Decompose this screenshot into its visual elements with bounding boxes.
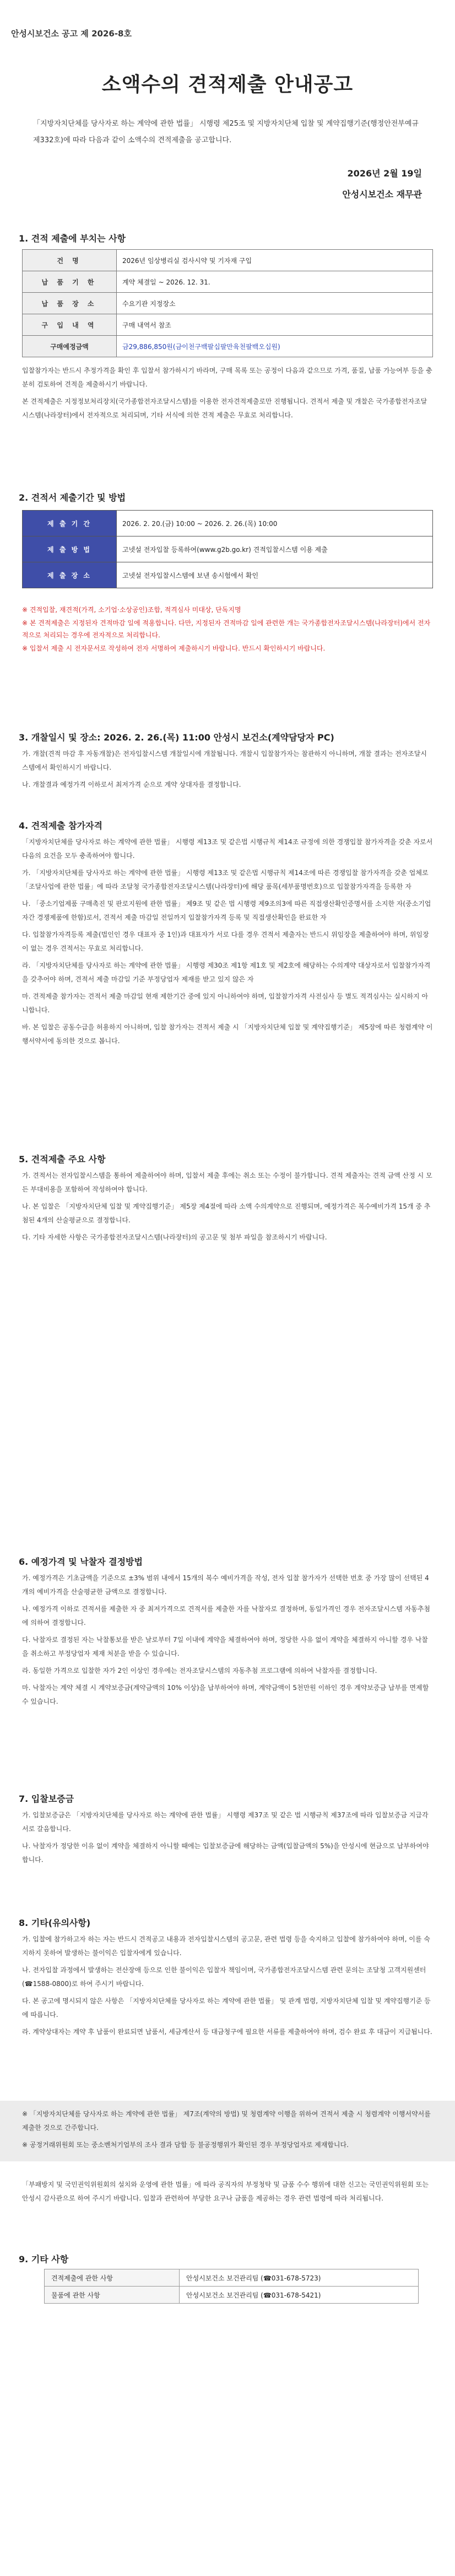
row-value: 고넷설 전자입찰시스템에 보낸 송시험에서 확인 bbox=[117, 562, 433, 588]
body-paragraph: 라. 「지방자치단체를 당사자로 하는 계약에 관한 법률」 시행령 제30조 제1항 제1호 및 제2호에 해당하는 수의계약 대상자로서 입찰참가자격을 갖추어야 하며, 견적서 제출 마감일 기준 부정당업자 제재를 받고 있지 않은 자 bbox=[22, 962, 431, 983]
table-row bbox=[45, 2269, 419, 2287]
section3-body bbox=[22, 747, 433, 795]
row-label: 건 명 bbox=[23, 250, 117, 271]
section6-body bbox=[22, 1571, 433, 1712]
row-label: 납 품 기 한 bbox=[23, 271, 117, 293]
body-paragraph: 나. 예정가격 이하로 견적서를 제출한 자 중 최저가격으로 견적서를 제출한 자를 낙찰자로 결정하며, 동일가격인 경우 전자조달시스템 자동추첨에 의하여 결정합니다. bbox=[22, 1605, 431, 1627]
section9-title: 9. 기타 사항 bbox=[19, 2254, 69, 2264]
section6-title: 6. 예정가격 및 낙찰자 결정방법 bbox=[19, 1557, 143, 1567]
box-line: ※ 「지방자치단체를 당사자로 하는 계약에 관한 법률」 제7조(계약의 방법) 및 청렴계약 이행을 위하여 견적서 제출 시 청렴계약 이행서약서를 제출한 것으로 간주합니다. bbox=[22, 2110, 431, 2132]
section4-body bbox=[22, 835, 433, 1051]
table-row bbox=[23, 336, 433, 357]
section3-title: 3. 개찰일시 및 장소: 2026. 2. 26.(목) 11:00 안성시 보건소(계약담당자 PC) bbox=[19, 732, 334, 743]
body-paragraph: 라. 계약상대자는 계약 후 납품이 완료되면 납품서, 세금계산서 등 대금청구에 필요한 서류를 제출하여야 하며, 검수 완료 후 대금이 지급됩니다. bbox=[22, 2028, 432, 2036]
body-paragraph: 가. 예정가격은 기초금액을 기준으로 ±3% 범위 내에서 15개의 복수 예비가격을 작성, 전자 입찰 참가자가 선택한 번호 중 가장 많이 선택된 4개의 예비가격을 산술평균한 금액으로 결정합니다. bbox=[22, 1574, 429, 1596]
bullet-item: ※ 본 견적제출은 지정된자 견적마감 일에 적용합니다. 다만, 지정된자 견적마감 일에 관련한 개는 국가종합전자조달시스템(나라장터)에서 전자적으로 처리되는 경우에 전자적으로 처리합니다. bbox=[22, 619, 431, 639]
body-paragraph: 나. 낙찰자가 정당한 이유 없이 계약을 체결하지 아니할 때에는 입찰보증금에 해당하는 금액(입찰금액의 5%)을 안성시에 현금으로 납부하여야 합니다. bbox=[22, 1842, 429, 1864]
section8-trailing bbox=[22, 2178, 433, 2209]
notice-date: 2026년 2월 19일 bbox=[347, 168, 422, 179]
body-paragraph: 다. 본 공고에 명시되지 않은 사항은 「지방자치단체를 당사자로 하는 계약에 관한 법률」 및 관계 법령, 지방자치단체 입찰 및 계약집행기준 등에 따릅니다. bbox=[22, 1997, 431, 2019]
contact-value: 안성시보건소 보건관리팀 (☎031-678-5421) bbox=[180, 2287, 419, 2304]
contact-label: 견적제출에 관한 사항 bbox=[45, 2269, 180, 2287]
body-paragraph: 다. 기타 자세한 사항은 국가종합전자조달시스템(나라장터)의 공고문 및 첨부 파일을 참조하시기 바랍니다. bbox=[22, 1233, 327, 1241]
table-row bbox=[23, 271, 433, 293]
body-paragraph: 나. 개찰결과 예정가격 이하로서 최저가격 순으로 계약 상대자를 결정합니다. bbox=[22, 781, 241, 788]
row-label: 제 출 장 소 bbox=[23, 562, 117, 588]
row-value: 금29,886,850원(금이천구백팔십팔만육천팔백오십원) bbox=[117, 336, 433, 357]
table-row bbox=[23, 250, 433, 271]
section1-title: 1. 견적 제출에 부치는 사항 bbox=[19, 233, 126, 244]
row-label: 구매예정금액 bbox=[23, 336, 117, 357]
contact-table bbox=[44, 2269, 419, 2304]
table-row bbox=[23, 293, 433, 314]
row-value: 계약 체결일 ~ 2026. 12. 31. bbox=[117, 271, 433, 293]
row-label: 제 출 방 법 bbox=[23, 536, 117, 562]
body-paragraph: 라. 동일한 가격으로 입찰한 자가 2인 이상인 경우에는 전자조달시스템의 자동추첨 프로그램에 의하여 낙찰자를 결정합니다. bbox=[22, 1667, 377, 1675]
bullet-item: ※ 견적입찰, 재견적(가격, 소기업·소상공인)조합, 적격심사 미대상, 단독지명 bbox=[22, 606, 241, 614]
section5-body bbox=[22, 1169, 433, 1248]
table-row bbox=[45, 2287, 419, 2304]
body-paragraph: 가. 「지방자치단체를 당사자로 하는 계약에 관한 법률」 시행령 제13조 및 같은법 시행규칙 제14조에 따른 경쟁입찰 참가자격을 갖춘 업체로 「조달사업에 관한 법률」에 따라 조달청 국가종합전자조달시스템(나라장터)에 해당 품목(세부품명번호)으로 입찰참가자격을 등록한 자 bbox=[22, 869, 429, 890]
body-paragraph: 가. 개찰(견적 마감 후 자동개찰)은 전자입찰시스템 개찰일시에 개찰됩니다. 개찰시 입찰참가자는 참관하지 아니하며, 개찰 결과는 전자조달시스템에서 확인하시기 바랍니다. bbox=[22, 750, 427, 771]
body-paragraph: 다. 입찰참가자격등록 제출(법인인 경우 대표자 중 1인)과 대표자가 서로 다를 경우 견적서 제출자는 반드시 위임장을 제출하여야 하며, 위임장이 없는 경우 견적서는 무효로 처리합니다. bbox=[22, 931, 429, 952]
table-row bbox=[23, 536, 433, 562]
issuing-org: 안성시보건소 재무관 bbox=[342, 189, 422, 200]
body-paragraph: 가. 견적서는 전자입찰시스템을 통하여 제출하여야 하며, 입찰서 제출 후에는 취소 또는 수정이 불가합니다. 견적 제출자는 견적 금액 산정 시 모든 부대비용을 포함하여 작성하여야 합니다. bbox=[22, 1172, 432, 1193]
row-value: 구매 내역서 참조 bbox=[117, 314, 433, 336]
row-label: 제 출 기 간 bbox=[23, 511, 117, 536]
row-value: 2026. 2. 20.(금) 10:00 ~ 2026. 2. 26.(목) 10:00 bbox=[117, 511, 433, 536]
row-label: 납 품 장 소 bbox=[23, 293, 117, 314]
section4-title: 4. 견적제출 참가자격 bbox=[19, 820, 102, 831]
body-paragraph: 「지방자치단체를 당사자로 하는 계약에 관한 법률」 시행령 제13조 및 같은법 시행규칙 제14조 규정에 의한 경쟁입찰 참가자격을 갖춘 자로서 다음의 요건을 모두 충족하여야 합니다. bbox=[22, 838, 433, 860]
section7-title: 7. 입찰보증금 bbox=[19, 1794, 74, 1804]
body-paragraph: 다. 낙찰자로 결정된 자는 낙찰통보를 받은 날로부터 7일 이내에 계약을 체결하여야 하며, 정당한 사유 없이 계약을 체결하지 아니할 경우 낙찰을 취소하고 부정당업자 제재 처분을 받을 수 있습니다. bbox=[22, 1636, 428, 1657]
table-row bbox=[23, 511, 433, 536]
contact-value: 안성시보건소 보건관리팀 (☎031-678-5723) bbox=[180, 2269, 419, 2287]
row-value: 2026년 임상병리실 검사시약 및 기자재 구입 bbox=[117, 250, 433, 271]
note-paragraph: 본 견적제출은 지정정보처리장치(국가종합전자조달시스템)를 이용한 전자견적제출로만 진행됩니다. 견적서 제출 및 개찰은 국가종합전자조달시스템(나라장터)에서 전자적으로 처리되며, 기타 서식에 의한 견적 제출은 무효로 처리합니다. bbox=[22, 398, 427, 419]
section1-notes bbox=[22, 364, 433, 426]
bullet-item: ※ 입찰서 제출 시 전자문서로 작성하여 전자 서명하여 제출하시기 바랍니다. 반드시 확인하시기 바랍니다. bbox=[22, 645, 326, 652]
table-row bbox=[23, 314, 433, 336]
section2-table bbox=[22, 510, 433, 588]
section7-body bbox=[22, 1808, 433, 1870]
body-paragraph: 마. 견적제출 참가자는 견적서 제출 마감일 현재 제한기간 중에 있지 아니하여야 하며, 입찰참가자격 사전심사 등 별도 적격심사는 실시하지 아니합니다. bbox=[22, 992, 429, 1014]
box-line: ※ 공정거래위원회 또는 중소벤처기업부의 조사 결과 담합 등 불공정행위가 확인된 경우 부정당업자로 제재합니다. bbox=[22, 2141, 349, 2149]
row-label: 구 입 내 역 bbox=[23, 314, 117, 336]
body-paragraph: 나. 본 입찰은 「지방자치단체 입찰 및 계약집행기준」 제5장 제4절에 따라 소액 수의계약으로 진행되며, 예정가격은 복수예비가격 15개 중 추첨된 4개의 산술평균으로 결정합니다. bbox=[22, 1203, 431, 1224]
body-paragraph: 가. 입찰보증금은 「지방자치단체를 당사자로 하는 계약에 관한 법률」 시행령 제37조 및 같은 법 시행규칙 제37조에 따라 입찰보증금 지급각서로 갈음합니다. bbox=[22, 1811, 429, 1833]
notice-box-text bbox=[22, 2107, 433, 2155]
contact-label: 물품에 관한 사항 bbox=[45, 2287, 180, 2304]
page-title: 소액수의 견적제출 안내공고 bbox=[101, 73, 354, 96]
section1-table bbox=[22, 249, 433, 357]
body-paragraph: 가. 입찰에 참가하고자 하는 자는 반드시 견적공고 내용과 전자입찰시스템의 공고문, 관련 법령 등을 숙지하고 입찰에 참가하여야 하며, 이를 숙지하지 못하여 발생하는 불이익은 입찰자에게 있습니다. bbox=[22, 1935, 430, 1957]
section2-title: 2. 견적서 제출기간 및 방법 bbox=[19, 492, 126, 503]
notice-number: 안성시보건소 공고 제 2026-8호 bbox=[11, 29, 132, 39]
body-paragraph: 마. 낙찰자는 계약 체결 시 계약보증금(계약금액의 10% 이상)을 납부하여야 하며, 계약금액이 5천만원 이하인 경우 계약보증금 납부를 면제할 수 있습니다. bbox=[22, 1684, 429, 1705]
body-paragraph: 「부패방지 및 국민권익위원회의 설치와 운영에 관한 법률」에 따라 공직자의 부정청탁 및 금품 수수 행위에 대한 신고는 국민권익위원회 또는 안성시 감사관으로 하여 주시기 바랍니다. 입찰과 관련하여 부당한 요구나 금품을 제공하는 경우 관련 법령에 따라 처리됩니다. bbox=[22, 2181, 429, 2202]
note-paragraph: 입찰참가자는 반드시 추정가격을 확인 후 입찰서 참가하시기 바라며, 구매 목록 또는 공정이 다음과 같으므로 가격, 품질, 납품 가능여부 등을 충분히 검토하여 견적을 제출하시기 바랍니다. bbox=[22, 367, 432, 388]
body-paragraph: 나. 「중소기업제품 구매촉진 및 판로지원에 관한 법률」 제9조 및 같은 법 시행령 제9조의3에 따른 직접생산확인증명서를 소지한 자(중소기업자간 경쟁제품에 한함)로서, 견적서 제출 마감일 전일까지 입찰참가자격 등록 및 직접생산확인을 완료한 자 bbox=[22, 900, 431, 921]
table-row bbox=[23, 562, 433, 588]
section8-title: 8. 기타(유의사항) bbox=[19, 1918, 91, 1928]
lead-paragraph: 「지방자치단체를 당사자로 하는 계약에 관한 법률」 시행령 제25조 및 지방자치단체 입찰 및 계약집행기준(행정안전부예규 제332호)에 따라 다음과 같이 소액수의 견적제출을 공고합니다. bbox=[33, 120, 419, 144]
section8-body bbox=[22, 1933, 433, 2042]
body-paragraph: 바. 본 입찰은 공동수급을 허용하지 아니하며, 입찰 참가자는 견적서 제출 시 「지방자치단체 입찰 및 계약집행기준」 제5장에 따른 청렴계약 이행서약서에 동의한 것으로 봅니다. bbox=[22, 1023, 433, 1045]
section5-title: 5. 견적제출 주요 사항 bbox=[19, 1154, 106, 1164]
body-paragraph: 나. 전자입찰 과정에서 발생하는 전산장애 등으로 인한 불이익은 입찰자 책임이며, 국가종합전자조달시스템 관련 문의는 조달청 고객지원센터(☎1588-0800)로 하여 주시기 바랍니다. bbox=[22, 1966, 426, 1988]
row-value: 고넷설 전자입찰 등록하여(www.g2b.go.kr) 견적입찰시스템 이용 제출 bbox=[117, 536, 433, 562]
section2-bullets bbox=[22, 604, 433, 656]
row-value: 수요기관 지정장소 bbox=[117, 293, 433, 314]
